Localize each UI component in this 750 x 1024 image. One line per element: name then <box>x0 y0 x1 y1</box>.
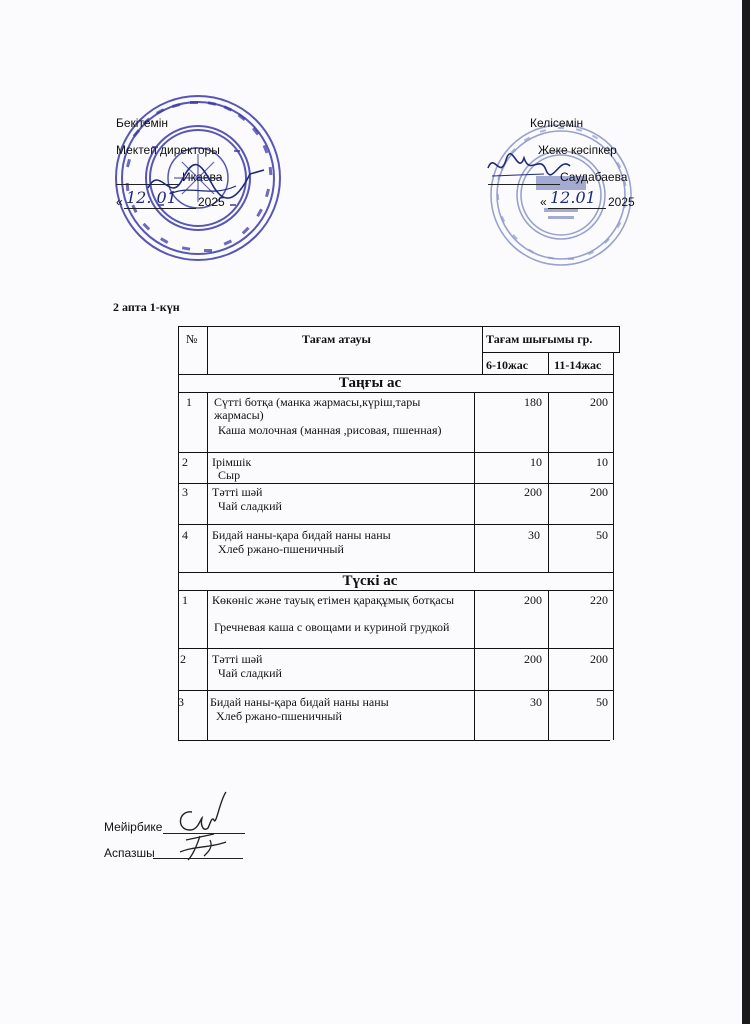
approve-date: 12. 01 <box>126 188 177 207</box>
approve-year: 2025 <box>198 195 225 209</box>
agree-name: Саудабаева <box>560 170 628 184</box>
portion-11-14: 10 <box>596 455 608 469</box>
approve-name: Икаева <box>182 170 223 184</box>
section-title-lunch: Түскі ас <box>342 573 398 589</box>
dish-name-kz: Тәтті шәй <box>212 485 263 499</box>
col-age2-header: 11-14жас <box>554 358 602 372</box>
agree-year: 2025 <box>608 195 635 209</box>
dish-name-kz: Бидай наны-қара бидай наны наны <box>212 528 391 542</box>
approve-date-quote: « <box>116 195 123 209</box>
dish-name-ru: Хлеб ржано-пшеничный <box>218 542 344 556</box>
dish-name-ru: Чай сладкий <box>218 499 282 513</box>
portion-6-10: 200 <box>524 593 542 607</box>
dish-name-ru: Чай сладкий <box>218 666 282 680</box>
dish-name-kz: Көкөніс және тауық етімен қарақұмық ботқасы <box>212 593 455 607</box>
entrepreneur-signature-icon <box>484 146 574 190</box>
agree-role: Жеке кәсіпкер <box>538 143 617 157</box>
portion-6-10: 200 <box>524 485 542 499</box>
dish-name-ru: Гречневая каша с овощами и куриной грудкой <box>214 620 450 634</box>
dish-name-kz: Бидай наны-қара бидай наны наны <box>210 695 389 709</box>
col-output-header: Тағам шығымы гр. <box>486 332 593 346</box>
nurse-label: Мейірбике <box>104 820 163 834</box>
dish-name-kz: Тәтті шәй <box>212 652 263 666</box>
portion-6-10: 180 <box>524 395 542 409</box>
page-edge <box>742 0 750 1024</box>
agree-date-line <box>548 208 606 209</box>
portion-6-10: 30 <box>528 528 540 542</box>
portion-6-10: 30 <box>530 695 542 709</box>
cook-label: Аспазшы <box>104 846 155 860</box>
dish-name-ru: Сыр <box>218 468 241 482</box>
dish-name-ru: Каша молочная (манная ,рисовая, пшенная) <box>218 423 442 437</box>
dish-name-kz: Сүтті ботқа (манка жармасы,күріш,тары жармасы) <box>214 395 421 422</box>
portion-11-14: 50 <box>596 695 608 709</box>
section-title-breakfast: Таңғы ас <box>338 375 402 391</box>
dish-name-ru: Хлеб ржано-пшеничный <box>216 709 342 723</box>
portion-6-10: 10 <box>530 455 542 469</box>
day-label: 2 апта 1-күн <box>113 300 180 314</box>
col-age1-header: 6-10жас <box>486 358 529 372</box>
approve-title: Бекітемін <box>116 116 169 130</box>
agree-date-quote: « <box>540 195 547 209</box>
director-signature-icon <box>140 154 270 214</box>
col-name-header: Тағам атауы <box>302 332 371 346</box>
portion-11-14: 200 <box>590 395 608 409</box>
portion-11-14: 220 <box>590 593 608 607</box>
nurse-signature-icon <box>170 790 236 864</box>
portion-11-14: 200 <box>590 652 608 666</box>
agree-date: 12.01 <box>550 188 596 207</box>
approve-role: Мектеп директоры <box>116 143 220 157</box>
agree-title: Келісемін <box>530 116 584 130</box>
col-number-header: № <box>186 332 198 346</box>
portion-11-14: 50 <box>596 528 608 542</box>
portion-11-14: 200 <box>590 485 608 499</box>
dish-name-kz: Ірімшік <box>212 455 252 469</box>
portion-6-10: 200 <box>524 652 542 666</box>
